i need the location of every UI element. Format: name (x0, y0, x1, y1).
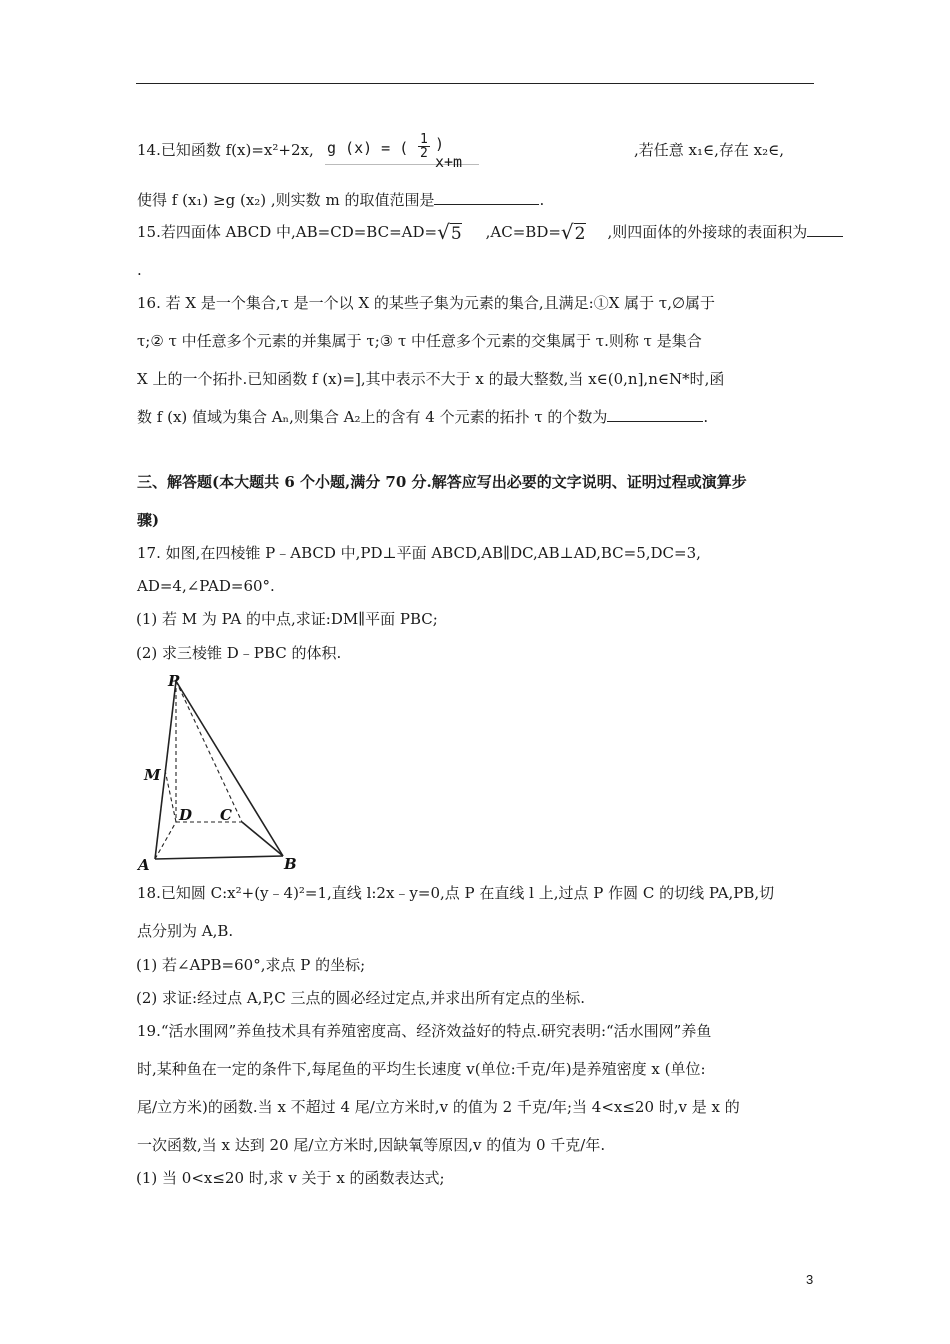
q14-formula-rhs: ) x+m (435, 135, 463, 171)
label-C: C (220, 806, 232, 824)
q16-line4 (137, 407, 708, 427)
q14-suffix: ,若任意 x₁∈,存在 x₂∈, (634, 141, 784, 159)
q15-line1 (137, 222, 843, 244)
q14-line1 (137, 140, 314, 160)
section3-heading-line2: 骤) (137, 511, 160, 529)
q14-line2-text: 使得 f (x₁) ≥g (x₂) ,则实数 m 的取值范围是 (137, 191, 435, 209)
sqrt-5: √5 (437, 220, 462, 244)
label-P: P (168, 672, 180, 690)
edge-PB (176, 681, 283, 856)
edge-BC (242, 822, 283, 856)
q14-formula-fraction (418, 133, 430, 160)
segment-MD (165, 770, 176, 822)
pyramid-figure (136, 672, 306, 872)
sqrt-5-radicand: 5 (450, 224, 462, 244)
q17-part1: (1) 若 M 为 PA 的中点,求证:DM∥平面 PBC; (136, 610, 438, 628)
q14-line2 (137, 190, 544, 210)
label-D: D (179, 806, 193, 824)
q14-frac-den: 2 (420, 146, 428, 161)
label-B: B (284, 855, 297, 872)
q16-line1: 16. 若 X 是一个集合,τ 是一个以 X 的某些子集为元素的集合,且满足:①X 属于 τ,∅属于 (137, 294, 716, 312)
q16-line3: X 上的一个拓扑.已知函数 f (x)=],其中表示不大于 x 的最大整数,当 x∈(0,n],n∈N*时,函 (137, 370, 725, 388)
q18-line2: 点分别为 A,B. (137, 922, 234, 940)
header-rule (136, 83, 814, 84)
q17-part2: (2) 求三棱锥 D﹣PBC 的体积. (136, 644, 342, 662)
q19-line2: 时,某种鱼在一定的条件下,每尾鱼的平均生长速度 v(单位:千克/年)是养殖密度 x (单位: (137, 1060, 706, 1078)
q19-line1: 19.“活水围网”养鱼技术具有养殖密度高、经济效益好的特点.研究表明:“活水围网”养鱼 (137, 1022, 712, 1040)
q14-line2-end: . (539, 191, 545, 209)
q16-answer-blank[interactable] (607, 407, 703, 422)
label-M: M (144, 766, 161, 784)
q14-formula-image (325, 132, 479, 171)
q19-line4: 一次函数,当 x 达到 20 尾/立方米时,因缺氧等原因,v 的值为 0 千克/年. (137, 1136, 606, 1154)
q14-formula-lhs: g (x) = ( (327, 139, 409, 157)
edge-AB (155, 856, 283, 859)
q14-prefix: 14.已知函数 f(x)=x²+2x, (137, 141, 314, 159)
q15-mid: ,AC=BD= (485, 223, 561, 241)
q14-frac-num: 1 (420, 132, 428, 147)
q19-part1: (1) 当 0<x≤20 时,求 v 关于 x 的函数表达式; (136, 1169, 445, 1187)
q15-line2: . (137, 261, 142, 279)
q18-part1: (1) 若∠APB=60°,求点 P 的坐标; (136, 956, 366, 974)
q16-line2: τ;② τ 中任意多个元素的并集属于 τ;③ τ 中任意多个元素的交集属于 τ.则称 τ 是集合 (137, 332, 702, 350)
q19-line3: 尾/立方米)的函数.当 x 不超过 4 尾/立方米时,v 的值为 2 千克/年;当 4<x≤20 时,v 是 x 的 (137, 1098, 740, 1116)
q15-answer-blank[interactable] (807, 222, 843, 237)
label-A: A (138, 856, 150, 872)
section3-heading-line1: 三、解答题(本大题共 6 个小题,满分 70 分.解答应写出必要的文字说明、证明过程或演算步 (137, 473, 747, 491)
q18-line1: 18.已知圆 C:x²+(y﹣4)²=1,直线 l:2x﹣y=0,点 P 在直线 l 上,过点 P 作圆 C 的切线 PA,PB,切 (137, 884, 775, 902)
q16-line4-text: 数 f (x) 值域为集合 Aₙ,则集合 A₂上的含有 4 个元素的拓扑 τ 的个数为 (137, 408, 608, 426)
q17-line2: AD=4,∠PAD=60°. (137, 577, 275, 595)
q17-line1: 17. 如图,在四棱锥 P﹣ABCD 中,PD⊥平面 ABCD,AB∥DC,AB⊥AD,BC=5,DC=3, (137, 544, 701, 562)
q14-answer-blank[interactable] (434, 190, 539, 205)
sqrt-2-radicand: 2 (574, 224, 586, 244)
q15-suffix: ,则四面体的外接球的表面积为 (607, 223, 808, 241)
page-number: 3 (806, 1272, 814, 1287)
q18-part2: (2) 求证:经过点 A,P,C 三点的圆必经过定点,并求出所有定点的坐标. (136, 989, 586, 1007)
edge-PC (176, 681, 242, 822)
q16-line4-end: . (703, 408, 709, 426)
q15-prefix: 15.若四面体 ABCD 中,AB=CD=BC=AD= (137, 223, 438, 241)
sqrt-2: √2 (560, 220, 586, 244)
